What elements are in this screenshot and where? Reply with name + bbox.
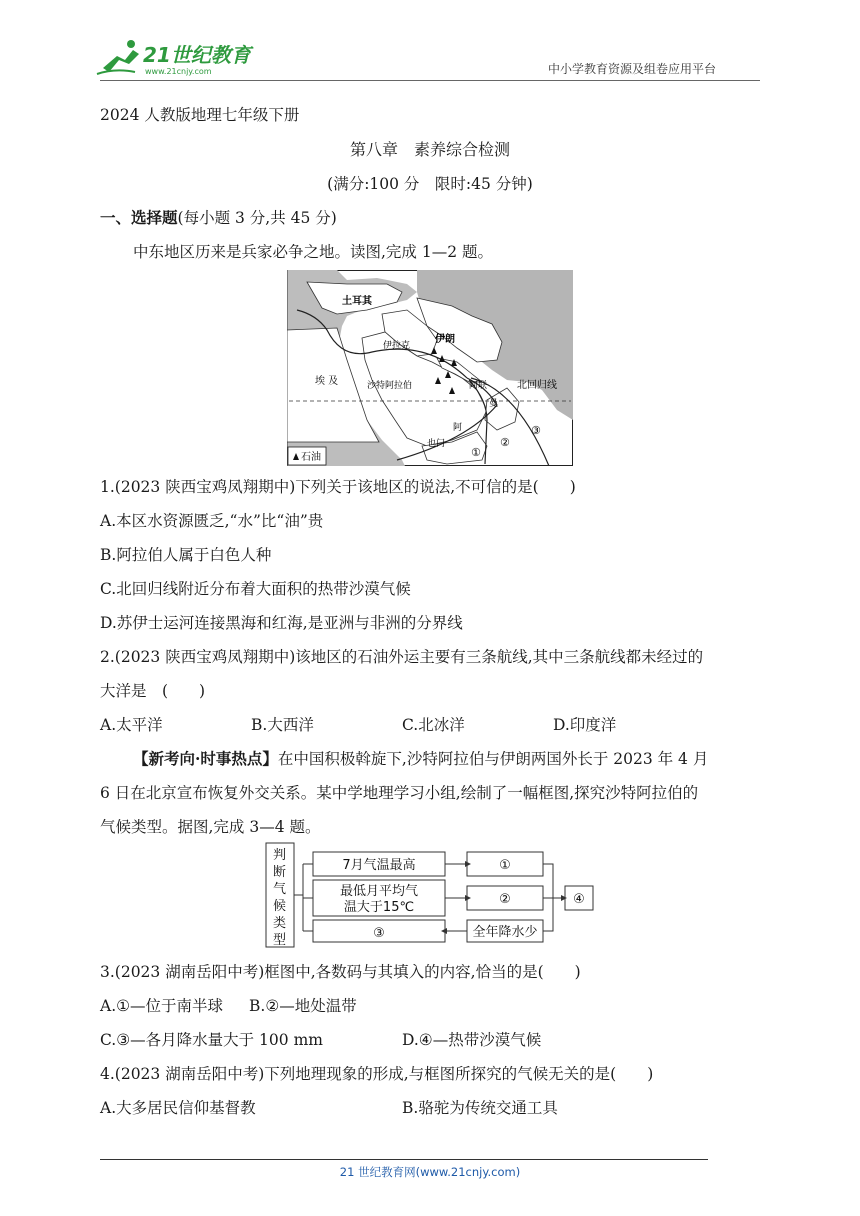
label-route3: ③ [531,424,541,437]
label-iran: 伊朗 [435,334,455,345]
label-yemen: 也门 [427,439,446,449]
climate-flowchart [265,842,595,948]
label-egypt: 埃 及 [315,376,339,387]
label-iraq: 伊拉克 [383,341,411,351]
label-route1: ① [471,446,481,459]
q3-option-d: D.④—热带沙漠气候 [402,1031,542,1049]
flow-output: ④ [573,892,585,907]
logo-url: www.21cnjy.com [145,67,212,76]
hot-topic-line3: 气候类型。据图,完成 3—4 题。 [100,818,321,836]
q2-option-a: A.太平洋 [100,716,163,734]
q1-stem: 1.(2023 陕西宝鸡凤翔期中)下列关于该地区的说法,不可信的是( ) [100,478,576,496]
header-platform-text: 中小学教育资源及组卷应用平台 [548,62,717,76]
q1-option-d: D.苏伊士运河连接黑海和红海,是亚洲与非洲的分界线 [100,614,463,632]
hot-topic-line1 [133,748,708,770]
q3-option-c: C.③—各月降水量大于 100 mm [100,1031,323,1049]
flow-box2-line2: 温大于15℃ [343,900,415,915]
legend-oil-label: 石油 [301,452,321,463]
flow-result3: 全年降水少 [472,925,538,940]
flow-result2: ② [499,892,511,907]
hot-topic-line2: 6 日在北京宣布恢复外交关系。某中学地理学习小组,绘制了一幅框图,探究沙特阿拉伯的 [100,784,699,802]
flow-result1: ① [499,858,511,873]
flow-side-5: 类 [273,916,287,931]
q2-stem-line1: 2.(2023 陕西宝鸡凤翔期中)该地区的石油外运主要有三条航线,其中三条航线都未经过的 [100,648,704,666]
q3-stem: 3.(2023 湖南岳阳中考)框图中,各数码与其填入的内容,恰当的是( ) [100,963,581,981]
flow-side-6: 型 [273,933,287,948]
q3-option-b: B.②—地处温带 [249,997,357,1015]
flow-box1: 7月气温最高 [342,858,416,873]
section-note: (每小题 3 分,共 45 分) [177,209,337,227]
label-saudi: 沙特阿拉伯 [367,381,413,391]
label-turkey: 土耳其 [342,296,372,307]
hot-topic-text: 在中国积极斡旋下,沙特阿拉伯与伊朗两国外长于 2023 年 4 月 [277,750,709,768]
middle-east-map [287,270,573,466]
flow-side-2: 断 [273,865,287,880]
q2-option-b: B.大西洋 [251,716,314,734]
flow-side-1: 判 [273,848,287,863]
q1-option-a: A.本区水资源匮乏,“水”比“油”贵 [100,512,324,530]
q2-stem-line2: 大洋是 ( ) [100,682,206,700]
footer-link[interactable]: 21 世纪教育网(www.21cnjy.com) [339,1165,521,1179]
hot-topic-tag: 【新考向·时事热点】 [133,749,278,768]
q4-option-a: A.大多居民信仰基督教 [100,1099,256,1117]
label-oman-a: 曼 [489,399,499,409]
q1-option-c: C.北回归线附近分布着大面积的热带沙漠气候 [100,580,411,598]
exam-meta: (满分:100 分 限时:45 分钟) [327,175,533,193]
flow-side-3: 气 [273,882,287,897]
footer-divider [100,1159,708,1160]
flow-box3: ③ [373,926,385,941]
logo-text: 21世纪教育 [143,43,251,67]
label-route2: ② [500,436,510,449]
runner-logo-icon [97,40,139,74]
flow-box2-line1: 最低月平均气 [339,884,419,899]
section-label: 一、选择题 [100,208,178,227]
q4-stem: 4.(2023 湖南岳阳中考)下列地理现象的形成,与框图所探究的气候无关的是( ) [100,1065,654,1083]
label-tropic: 北回归线 [517,380,557,391]
q4-option-b: B.骆驼为传统交通工具 [402,1099,558,1117]
q2-option-c: C.北冰洋 [402,716,465,734]
q1-option-b: B.阿拉伯人属于白色人种 [100,546,272,564]
chapter-title: 第八章 素养综合检测 [349,140,510,159]
label-uae: 阿联 [469,381,488,391]
section-heading [100,207,337,229]
q3-option-a: A.①—位于南半球 [100,997,224,1015]
flow-side-4: 候 [273,899,287,914]
q2-option-d: D.印度洋 [553,716,617,734]
site-logo [95,38,265,78]
label-oman-b: 阿 [453,423,463,433]
header-divider [100,80,760,81]
intro-q1-2: 中东地区历来是兵家必争之地。读图,完成 1—2 题。 [133,243,494,261]
book-title: 2024 人教版地理七年级下册 [100,106,300,124]
